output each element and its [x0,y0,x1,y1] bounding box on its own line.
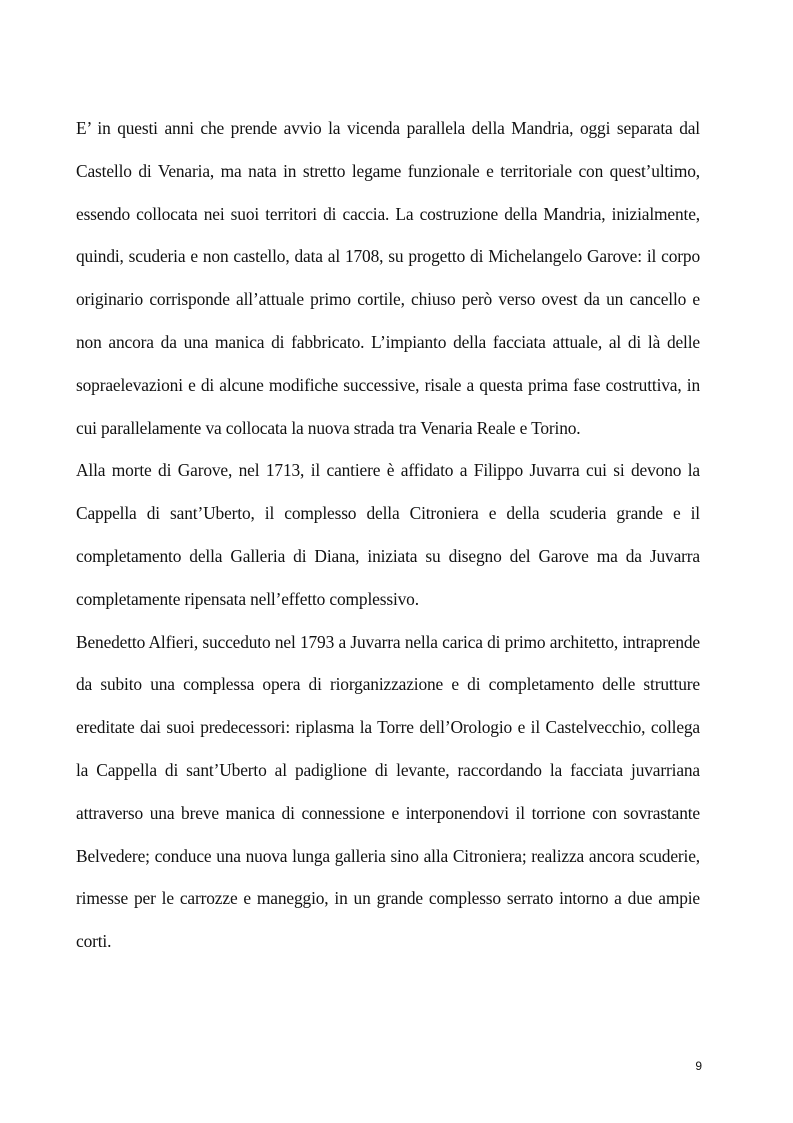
paragraph-juvarra: Alla morte di Garove, nel 1713, il cantiere è affidato a Filippo Juvarra cui si devono la Cappella di sant’Uberto, il complesso della Citroniera e della scuderia grande e il completamento della Galleria di Diana, iniziata su disegno del Garove ma da Juvarra completamente ripensata nell’effetto complessivo. [76,460,700,609]
paragraph-alfieri: Benedetto Alfieri, succeduto nel 1793 a Juvarra nella carica di primo architetto, intraprende da subito una complessa opera di riorganizzazione e di completamento delle strutture ereditate dai suoi predecessori: riplasma la Torre dell’Orologio e il Castelvecchio, collega la Cappella di sant’Uberto al padiglione di levante, raccordando la facciata juvarriana attraverso una breve manica di connessione e interponendovi il torrione con sovrastante Belvedere; conduce una nuova lunga galleria sino alla Citroniera; realizza ancora scuderie, rimesse per le carrozze e maneggio, in un grande complesso serrato intorno a due ampie corti. [76,631,700,952]
page-number: 9 [695,1059,702,1073]
paragraph-mandria: E’ in questi anni che prende avvio la vicenda parallela della Mandria, oggi separata dal Castello di Venaria, ma nata in stretto legame funzionale e territoriale con quest’ultimo, essendo collocata nei suoi territori di caccia. La costruzione della Mandria, inizialmente, quindi, scuderia e non castello, data al 1708, su progetto di Michelangelo Garove: il corpo originario corrisponde all’attuale primo cortile, chiuso però verso ovest da un cancello e non ancora da una manica di fabbricato. L’impianto della facciata attuale, al di là delle sopraelevazioni e di alcune modifiche successive, risale a questa prima fase costruttiva, in cui parallelamente va collocata la nuova strada tra Venaria Reale e Torino. [76,118,700,438]
page-body [76,107,700,963]
